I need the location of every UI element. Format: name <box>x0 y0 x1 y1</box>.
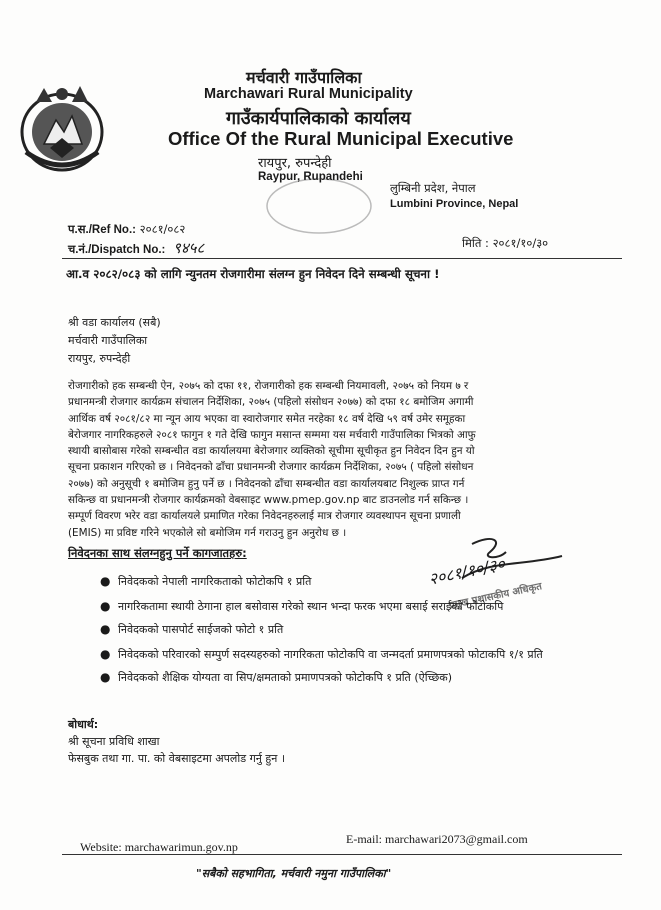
body-line: २०७७) को अनुसूची १ बमोजिम हुनु पर्ने छ । निवेदनको ढाँचा सम्बन्धीत वडा कार्यालयबाट निशुल्क प्राप्त गर्न <box>68 477 465 490</box>
body-line: बेरोजगार नागरिकहरुले २०८१ फागुन १ गते देखि फागुन मसान्त सम्ममा यस मर्चवारी गाउँपालिका भित्रको आफु <box>68 428 476 441</box>
document-text: नागरिकतामा स्थायी ठेगाना हाल बसोवास गरेको स्थान भन्दा फरक भएमा बसाई सराईको फोटोकपि <box>118 600 504 613</box>
letter-date <box>462 236 548 251</box>
officer-stamp: प्रमुख प्रशासकीय अधिकृत <box>448 581 543 612</box>
footer-email: E-mail: marchawari2073@gmail.com <box>346 832 528 846</box>
body-line: आर्थिक वर्ष २०८१/८२ मा न्यून आय भएका वा स्वारोजगार समेत नरहेका १८ वर्ष देखि ५९ वर्ष उमेर समूहका <box>68 412 466 425</box>
body-line: (EMIS) मा प्रविष्ट गरिने भएकोले सो बमोजिम गर्न गराउनु हुन अनुरोध छ । <box>68 526 347 539</box>
document-text: निवेदकको शैक्षिक योग्यता वा सिप/क्षमताको प्रमाणपत्रको फोटोकपि १ प्रति (ऐच्छिक) <box>118 671 453 684</box>
nepal-emblem-icon <box>14 82 110 174</box>
footer-slogan: "सबैको सहभागिता, मर्चवारी नमुना गाउँपालिका" <box>196 867 392 880</box>
province-en: Lumbini Province, Nepal <box>390 198 519 210</box>
body-line: प्रधानमन्त्री रोजगार कार्यक्रम संचालन निर्देशिका, २०७५ (पहिलो संसोधन २०७७) को दफा १८ बमोजिम अगामी <box>68 396 474 409</box>
ref-label: प.स./Ref No.: <box>68 224 136 236</box>
bullet-icon: ● <box>100 622 111 636</box>
bullet-icon: ● <box>100 647 111 661</box>
bullet-icon: ● <box>100 574 111 588</box>
signature-date: २०८१/१०/३० <box>426 554 507 589</box>
office-name-en: Marchawari Rural Municipality <box>204 86 413 102</box>
bullet-icon: ● <box>100 599 111 613</box>
executive-name-en: Office Of the Rural Municipal Executive <box>168 128 514 149</box>
body-line: स्थायी बासोबास गरेको सम्बन्धीत वडा कार्यालयमा बेरोजगार व्यक्तिको सूचीमा सूचीकृत हुन निवेदन दिन हुन यो <box>68 445 475 458</box>
list-item <box>100 574 580 589</box>
cc-block <box>68 716 285 767</box>
list-item <box>100 670 580 685</box>
cc-line: श्री सूचना प्रविधि शाखा <box>68 735 160 748</box>
dispatch-label: च.नं./Dispatch No.: <box>68 244 166 256</box>
body-line: रोजगारीको हक सम्बन्धी ऐन, २०७५ को दफा ११, रोजगारीको हक सम्बन्धी नियमावली, २०७५ को नियम ७ र <box>68 380 469 392</box>
body-line: सम्पूर्ण विवरण भरेर वडा कार्यालयले प्रमाणित गरेका निवेदनहरुलाई मात्र रोजगार व्यवस्थापन सूचना प्रणाली <box>68 510 461 523</box>
document-text: निवेदकको पासपोर्ट साईजको फोटो १ प्रति <box>118 623 284 636</box>
documents-heading: निवेदनका साथ संलग्नहुनु पर्ने कागजातहरु: <box>68 546 247 560</box>
address-np: रायपुर, रुपन्देही <box>258 156 332 171</box>
addressee-line: श्री वडा कार्यालय (सबै) <box>68 316 161 329</box>
dispatch-value: ९४५८ <box>173 239 205 257</box>
dispatch-number <box>68 238 204 258</box>
body-line: सूचना प्रकाशन गरिएको छ । निवेदनको ढाँचा प्रधानमन्त्री रोजगार कार्यक्रम निर्देशिका, २०७५ ( पहिलो संसोधन <box>68 461 474 474</box>
header-divider <box>62 258 622 259</box>
office-name-np: मर्चवारी गाउँपालिका <box>246 68 362 87</box>
addressee-line: रायपुर, रुपन्देही <box>68 352 131 365</box>
ref-number <box>68 222 185 237</box>
executive-name-np: गाउँकार्यपालिकाको कार्यालय <box>226 108 411 129</box>
subject-line: आ.व २०८२/०८३ को लागि न्युनतम रोजगारीमा संलग्न हुन निवेदन दिने सम्बन्धी सूचना ! <box>66 267 440 281</box>
date-value: २०८१/१०/३० <box>492 236 549 250</box>
list-item <box>100 647 598 662</box>
office-stamp <box>264 176 374 236</box>
date-label: मिति : <box>462 236 489 250</box>
body-line: सकिन्छ वा प्रधानमन्त्री रोजगार कार्यक्रमको वेबसाइट www.pmep.gov.np बाट डाउनलोड गर्न सकिन्छ । <box>68 494 469 507</box>
documents-list <box>100 574 580 691</box>
footer-website: Website: marchawarimun.gov.np <box>80 840 238 854</box>
bullet-icon: ● <box>100 670 111 684</box>
document-text: निवेदकको परिवारको सम्पुर्ण सदस्यहरुको नागरिकता फोटोकपि वा जन्मदर्ता प्रमाणपत्रको फोटाकपि १/१ प्रति <box>118 648 543 661</box>
province-np: लुम्बिनी प्रदेश, नेपाल <box>390 181 476 195</box>
ref-value: २०८१/०८२ <box>139 222 186 236</box>
addressee-block <box>68 314 161 368</box>
cc-line: फेसबुक तथा गा. पा. को वेबसाइटमा अपलोड गर्नु हुन । <box>68 752 286 765</box>
document-text: निवेदकको नेपाली नागरिकताको फोटोकपि १ प्रति <box>118 575 312 588</box>
cc-heading: बोधार्थ: <box>68 718 99 731</box>
list-item <box>100 599 518 614</box>
addressee-line: मर्चवारी गाउँपालिका <box>68 334 148 347</box>
notice-body <box>68 378 618 541</box>
list-item <box>100 622 580 637</box>
address-en: Raypur, Rupandehi <box>258 171 363 183</box>
